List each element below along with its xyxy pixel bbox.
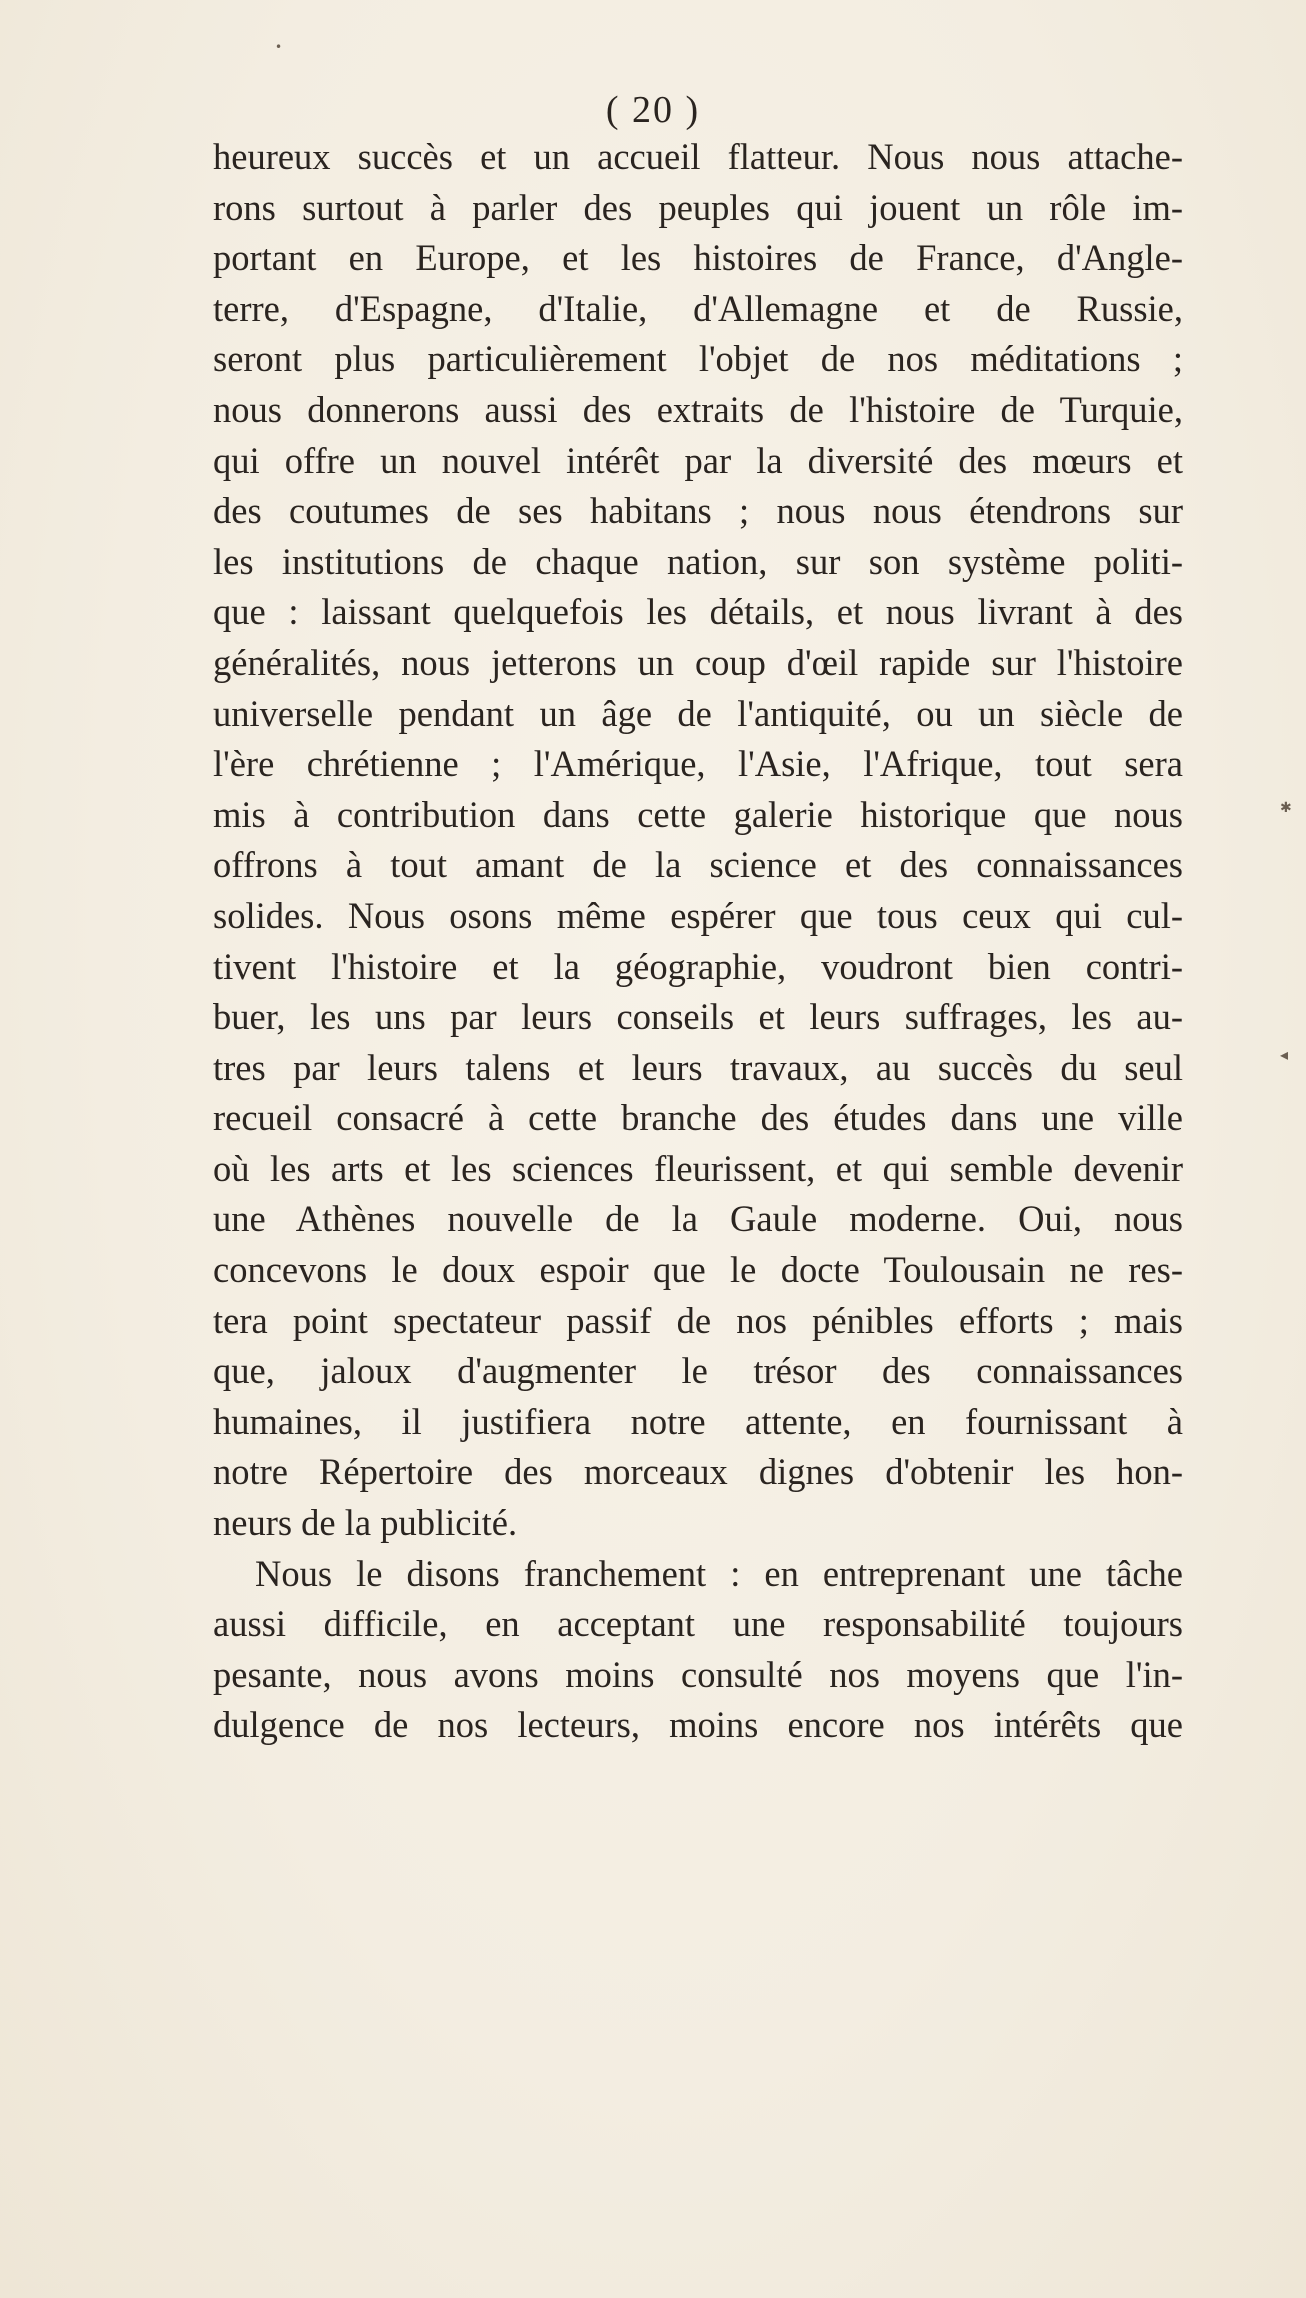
text-line: que, jaloux d'augmenter le trésor des connaissances	[213, 1350, 1183, 1392]
text-line: concevons le doux espoir que le docte Toulousain ne res-	[213, 1249, 1183, 1291]
text-line: notre Répertoire des morceaux dignes d'obtenir les hon-	[213, 1451, 1183, 1493]
text-line: buer, les uns par leurs conseils et leurs suffrages, les au-	[213, 996, 1183, 1038]
margin-mark: •	[275, 40, 283, 54]
text-line: les institutions de chaque nation, sur son système politi-	[213, 540, 1183, 582]
text-line: humaines, il justifiera notre attente, en fournissant à	[213, 1400, 1183, 1442]
text-line: mis à contribution dans cette galerie historique que nous	[213, 793, 1183, 835]
text-line: terre, d'Espagne, d'Italie, d'Allemagne et de Russie,	[213, 287, 1183, 329]
text-line: où les arts et les sciences fleurissent, et qui semble devenir	[213, 1147, 1183, 1189]
text-line: seront plus particulièrement l'objet de nos méditations ;	[213, 338, 1183, 380]
text-line: neurs de la publicité.	[213, 1502, 518, 1544]
text-line: recueil consacré à cette branche des études dans une ville	[213, 1097, 1183, 1139]
body-text	[213, 132, 1183, 1751]
text-line: tres par leurs talens et leurs travaux, au succès du seul	[213, 1046, 1183, 1088]
text-line: tivent l'histoire et la géographie, voudront bien contri-	[213, 945, 1183, 987]
text-line: universelle pendant un âge de l'antiquité, ou un siècle de	[213, 692, 1183, 734]
text-line: des coutumes de ses habitans ; nous nous étendrons sur	[213, 490, 1183, 532]
text-line: heureux succès et un accueil flatteur. Nous nous attache-	[213, 136, 1183, 177]
text-line: l'ère chrétienne ; l'Amérique, l'Asie, l'Afrique, tout sera	[213, 743, 1183, 785]
text-line: pesante, nous avons moins consulté nos moyens que l'in-	[213, 1653, 1183, 1695]
text-line: qui offre un nouvel intérêt par la diversité des mœurs et	[213, 439, 1183, 481]
page-number: ( 20 )	[605, 89, 701, 131]
text-line: une Athènes nouvelle de la Gaule moderne. Oui, nous	[213, 1198, 1183, 1240]
text-line: généralités, nous jetterons un coup d'œil rapide sur l'histoire	[213, 641, 1183, 683]
text-line: aussi difficile, en acceptant une responsabilité toujours	[213, 1603, 1183, 1645]
text-line: tera point spectateur passif de nos pénibles efforts ; mais	[213, 1299, 1183, 1341]
text-line: dulgence de nos lecteurs, moins encore nos intérêts que	[213, 1704, 1183, 1746]
margin-mark: ✱	[1280, 800, 1292, 816]
text-line: Nous le disons franchement : en entreprenant une tâche	[255, 1552, 1183, 1594]
text-line: que : laissant quelquefois les détails, et nous livrant à des	[213, 591, 1183, 633]
text-line: rons surtout à parler des peuples qui jouent un rôle im-	[213, 186, 1183, 228]
text-line: portant en Europe, et les histoires de France, d'Angle-	[213, 237, 1183, 279]
margin-mark: ◂	[1280, 1045, 1289, 1064]
text-line: offrons à tout amant de la science et des connaissances	[213, 844, 1183, 886]
text-line: solides. Nous osons même espérer que tous ceux qui cul-	[213, 894, 1183, 936]
text-line: nous donnerons aussi des extraits de l'histoire de Turquie,	[213, 388, 1183, 430]
